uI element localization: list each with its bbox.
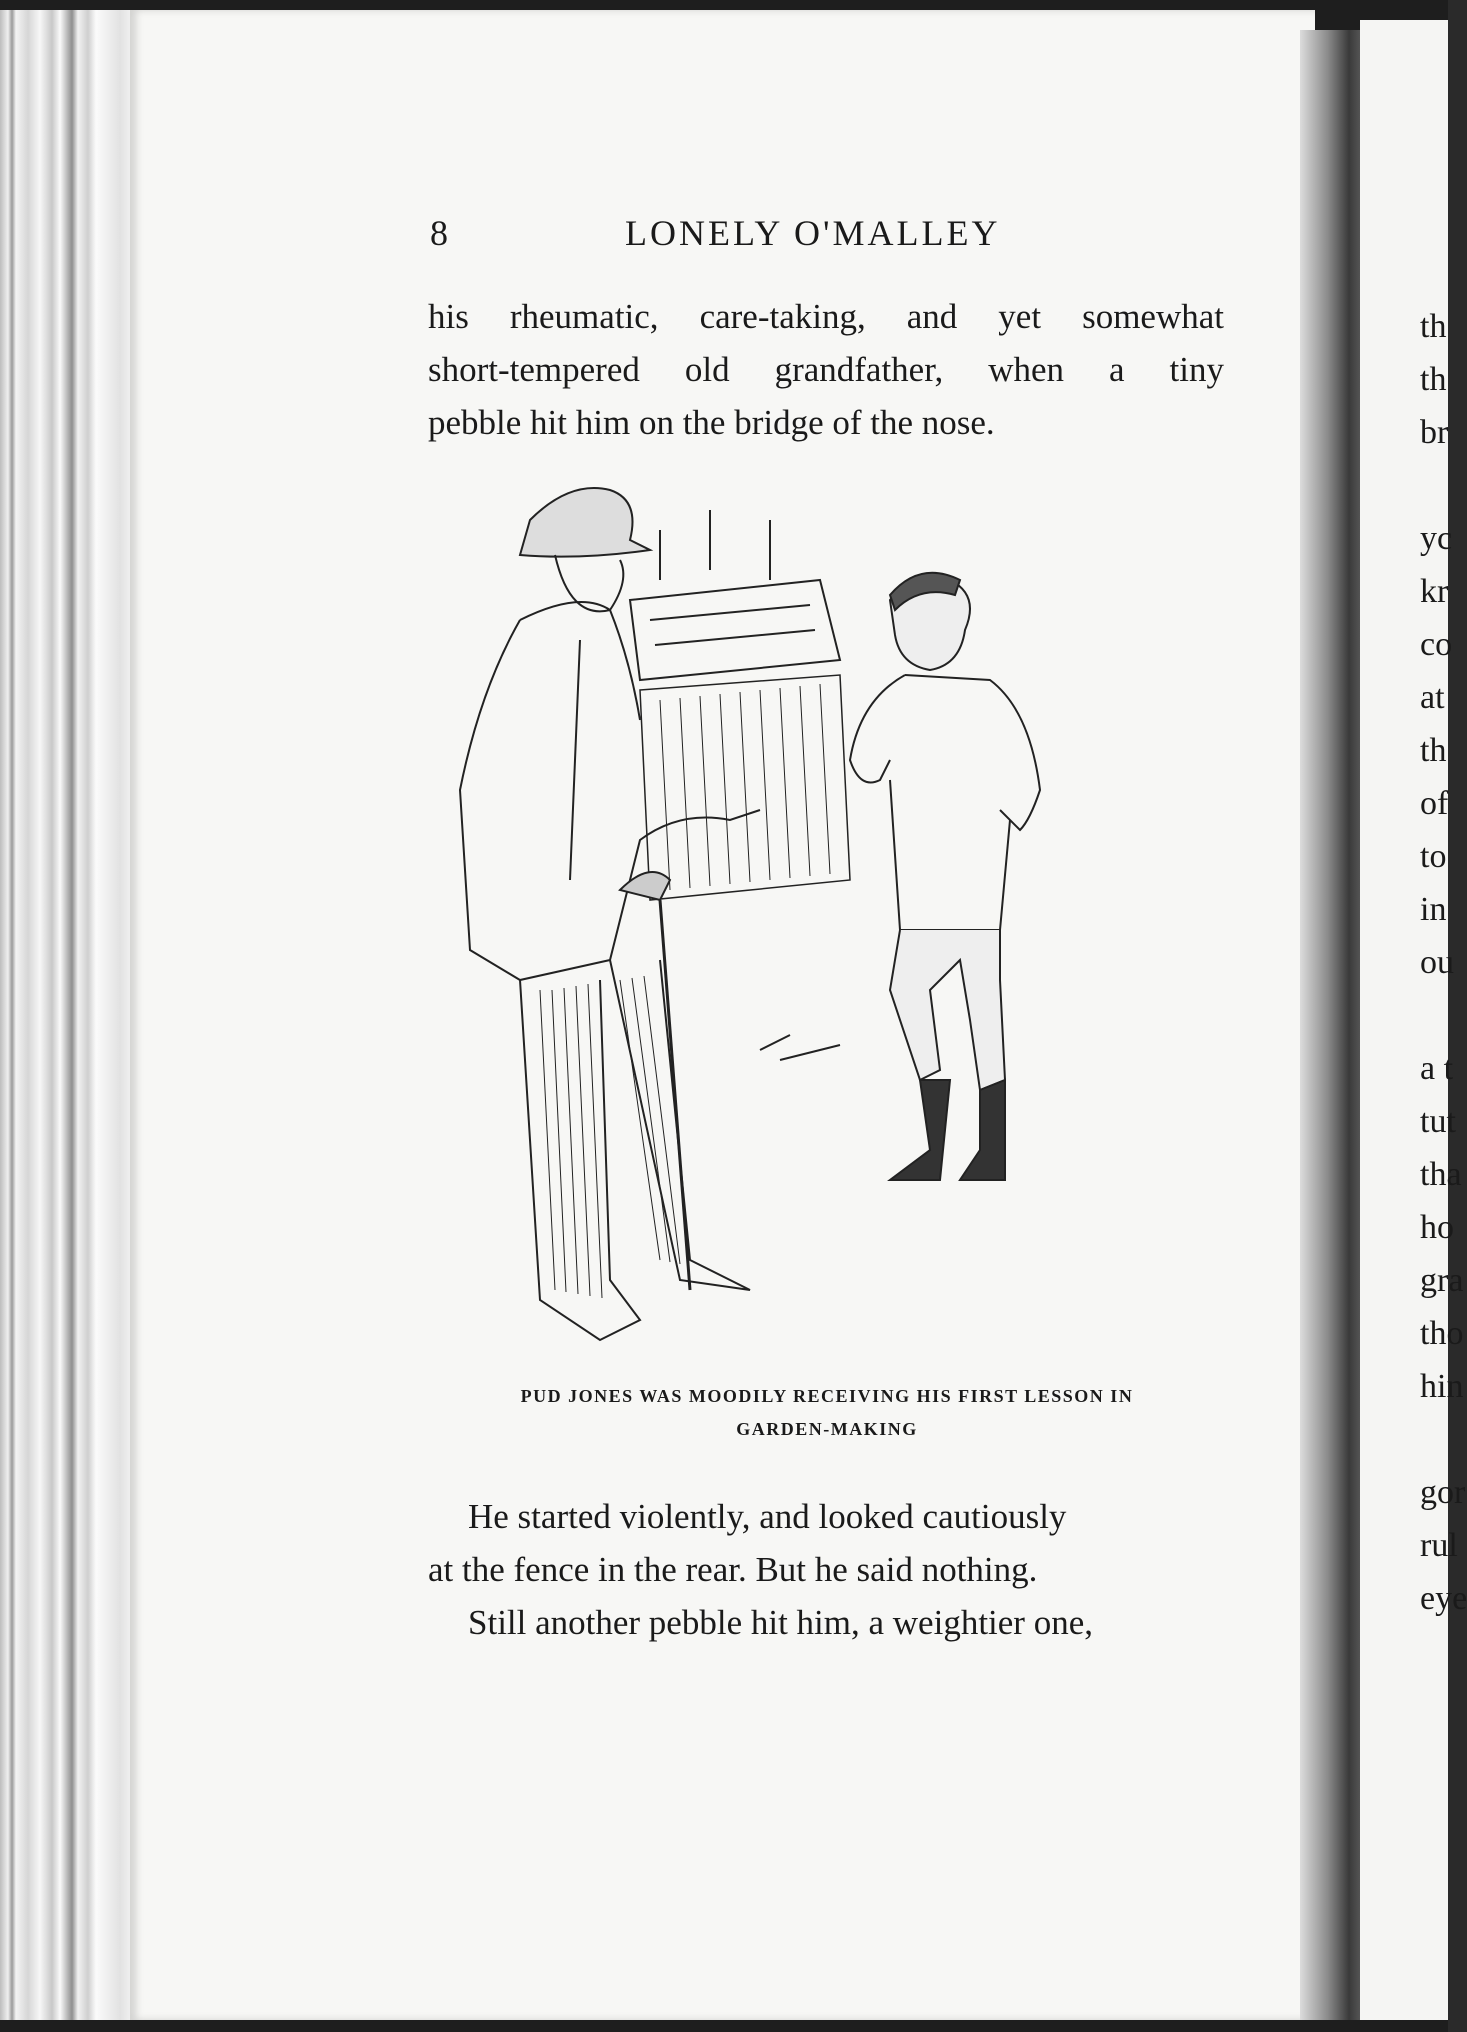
text-line: Still another pebble hit him, a weightier one, — [468, 1603, 1093, 1642]
running-head — [430, 212, 1230, 262]
caption-line: GARDEN-MAKING — [736, 1419, 918, 1439]
text-line: at the fence in the rear. But he said nothing. — [428, 1550, 1038, 1589]
facing-fragment: at — [1420, 679, 1445, 716]
facing-fragment: ou — [1420, 944, 1454, 981]
facing-page-text — [1420, 300, 1467, 1625]
top-paragraph — [428, 290, 1224, 449]
facing-fragment: tha — [1420, 1156, 1462, 1193]
facing-fragment: of — [1420, 785, 1449, 822]
facing-fragment: th — [1420, 732, 1447, 769]
facing-fragment: yc — [1420, 520, 1453, 557]
facing-fragment: tut — [1420, 1103, 1456, 1140]
text-line: his rheumatic, care-taking, and yet somewhat — [428, 297, 1224, 336]
facing-fragment: gor — [1420, 1474, 1466, 1511]
text-line: He started violently, and looked cautiously — [468, 1497, 1067, 1536]
facing-fragment: hin — [1420, 1368, 1464, 1405]
page-number: 8 — [430, 213, 449, 253]
facing-fragment: to — [1420, 838, 1447, 875]
facing-fragment: th — [1420, 361, 1447, 398]
illustration — [460, 460, 1200, 1360]
facing-fragment: co — [1420, 626, 1453, 663]
facing-fragment: kr — [1420, 573, 1449, 610]
running-title: LONELY O'MALLEY — [625, 213, 1001, 253]
facing-fragment: in — [1420, 891, 1447, 928]
facing-fragment: eye — [1420, 1580, 1467, 1617]
caption-line: PUD JONES WAS MOODILY RECEIVING HIS FIRST LESSON IN — [520, 1386, 1134, 1406]
illustration-caption — [430, 1380, 1224, 1446]
facing-fragment: th — [1420, 308, 1447, 345]
facing-fragment: ho — [1420, 1209, 1454, 1246]
text-line: pebble hit him on the bridge of the nose. — [428, 403, 995, 442]
page-edges — [0, 10, 135, 2020]
facing-fragment — [1420, 459, 1460, 512]
facing-fragment — [1420, 989, 1460, 1042]
text-line: short-tempered old grandfather, when a tiny — [428, 350, 1224, 389]
facing-fragment: br — [1420, 414, 1449, 451]
bottom-paragraph — [428, 1490, 1224, 1649]
facing-fragment: tho — [1420, 1315, 1464, 1352]
facing-fragment: a t — [1420, 1050, 1454, 1087]
facing-fragment — [1420, 1413, 1460, 1466]
facing-fragment: gra — [1420, 1262, 1464, 1299]
facing-fragment: rul — [1420, 1527, 1458, 1564]
